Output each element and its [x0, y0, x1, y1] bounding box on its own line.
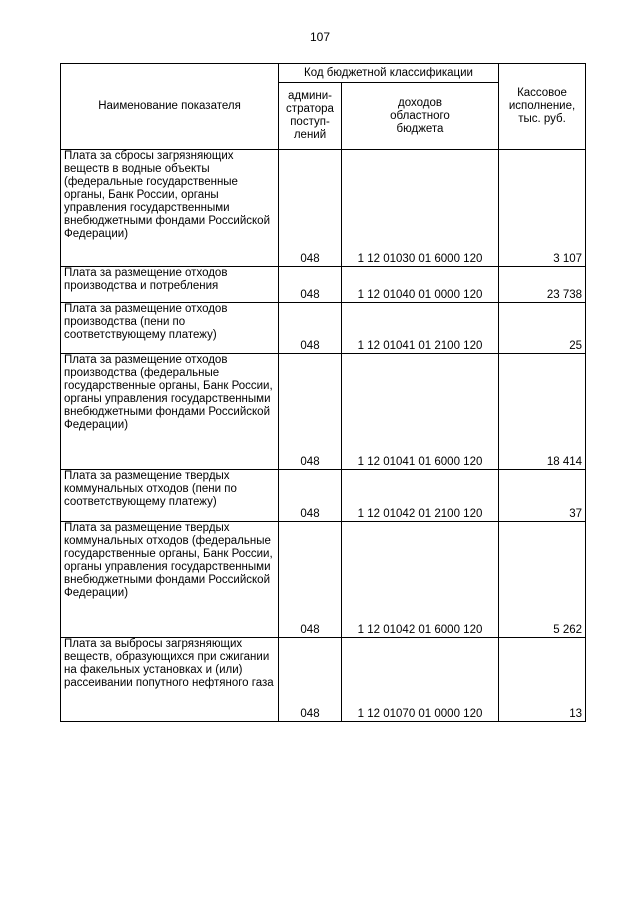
- table-row: [61, 303, 586, 354]
- row-name: Плата за размещение отходов производства и потребления: [61, 267, 279, 303]
- page-number: 107: [309, 30, 331, 44]
- table-row: [61, 522, 586, 638]
- table-row: [61, 470, 586, 522]
- row-revenue-code: 1 12 01040 01 0000 120: [342, 267, 499, 303]
- row-revenue-code: 1 12 01030 01 6000 120: [342, 150, 499, 267]
- row-amount: 5 262: [499, 522, 586, 638]
- table-row: [61, 354, 586, 470]
- row-revenue-code: 1 12 01042 01 6000 120: [342, 522, 499, 638]
- header-administrator-label: админи- стратора поступ- лений: [286, 90, 334, 141]
- row-amount: 25: [499, 303, 586, 354]
- row-amount: 18 414: [499, 354, 586, 470]
- header-revenue-label: доходов областного бюджета: [390, 96, 450, 135]
- row-name: Плата за сбросы загрязняющих веществ в водные объекты (федеральные государственные органы, Банк России, органы управления государственными внебюджетными фондами Российской Федерации): [61, 150, 279, 267]
- table-row: [61, 150, 586, 267]
- row-name: Плата за размещение твердых коммунальных отходов (федеральные государственные органы, Банк России, органы управления государственными внебюджетными фондами Российской Федерации): [61, 522, 279, 638]
- row-name: Плата за размещение отходов производства (федеральные государственные органы, Банк России, органы управления государственными внебюджетными фондами Российской Федерации): [61, 354, 279, 470]
- header-execution: [499, 64, 586, 150]
- table-row: [61, 267, 586, 303]
- row-admin-code: 048: [279, 150, 342, 267]
- row-admin-code: 048: [279, 267, 342, 303]
- row-admin-code: 048: [279, 522, 342, 638]
- row-amount: 13: [499, 638, 586, 722]
- header-row-1: [61, 64, 586, 83]
- row-revenue-code: 1 12 01041 01 6000 120: [342, 354, 499, 470]
- header-execution-label: Кассовое исполнение, тыс. руб.: [508, 87, 576, 125]
- row-admin-code: 048: [279, 354, 342, 470]
- header-name: Наименование показателя: [61, 64, 279, 150]
- header-revenue: [342, 83, 499, 150]
- header-administrator: [279, 83, 342, 150]
- row-name: Плата за размещение отходов производства (пени по соответствующему платежу): [61, 303, 279, 354]
- row-revenue-code: 1 12 01070 01 0000 120: [342, 638, 499, 722]
- row-name: Плата за выбросы загрязняющих веществ, образующихся при сжигании на факельных установках и (или) рассеивании попутного нефтяного газа: [61, 638, 279, 722]
- row-amount: 23 738: [499, 267, 586, 303]
- row-amount: 3 107: [499, 150, 586, 267]
- row-revenue-code: 1 12 01041 01 2100 120: [342, 303, 499, 354]
- row-amount: 37: [499, 470, 586, 522]
- table-row: [61, 638, 586, 722]
- row-admin-code: 048: [279, 303, 342, 354]
- row-admin-code: 048: [279, 470, 342, 522]
- header-classification-group: Код бюджетной классификации: [279, 64, 499, 83]
- row-admin-code: 048: [279, 638, 342, 722]
- row-revenue-code: 1 12 01042 01 2100 120: [342, 470, 499, 522]
- budget-classification-table: [60, 63, 586, 722]
- row-name: Плата за размещение твердых коммунальных отходов (пени по соответствующему платежу): [61, 470, 279, 522]
